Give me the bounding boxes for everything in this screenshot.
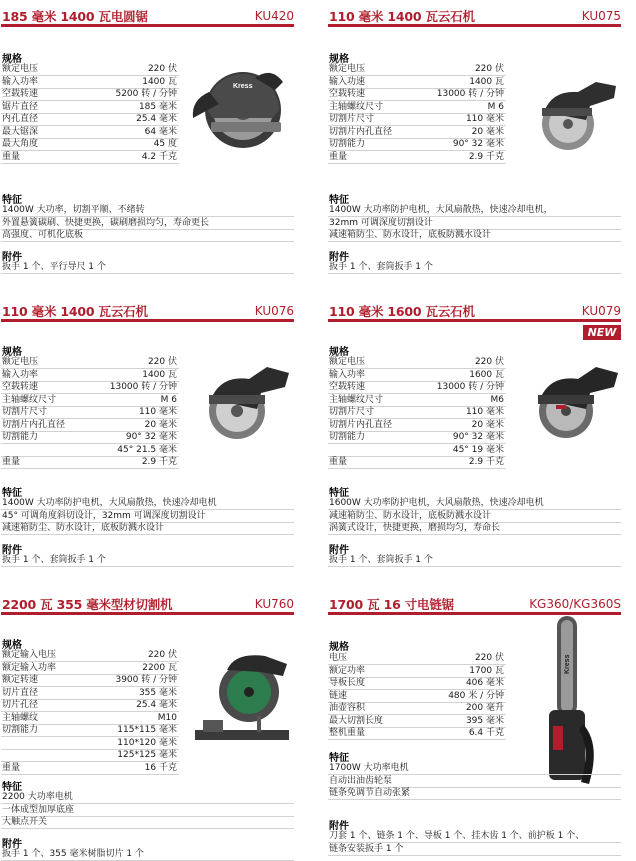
spec-value: 200 毫升 [465,703,504,713]
spec-row [328,369,506,382]
feature-text: 外置悬簧碳刷、快捷更换，碳刷磨损均匀，寿命更长 [2,217,210,228]
spec-row [328,715,506,728]
spec-label: 重量 [2,762,21,773]
feature-line [1,791,294,804]
product-card-ku420 [1,0,294,272]
spec-value: 110*120 毫米 [117,737,177,748]
accessory-text: 扳手 1 个、355 毫米树脂切片 1 个 [2,848,144,859]
specs-heading: 规格 [2,640,22,651]
spec-value: 220 伏 [147,650,177,660]
spec-value: M 6 [487,101,504,112]
features-heading: 特征 [329,488,349,499]
spec-row [1,749,179,762]
features-heading: 特征 [329,195,349,206]
spec-label: 额定电压 [329,357,366,367]
spec-label: 整机重量 [329,728,366,738]
spec-label: 链速 [329,690,348,701]
spec-label: 主轴螺纹 [2,712,39,723]
feature-text: 高强度、可机化底板 [2,230,84,240]
spec-label: 切割能力 [329,139,366,149]
spec-label: 切片直径 [2,687,39,698]
spec-row [1,687,179,700]
specs-heading: 规格 [329,642,349,653]
product-card-ku079 [328,295,621,570]
spec-row [1,138,179,151]
spec-label: 最大角度 [2,139,39,149]
spec-value: 13000 转 / 分钟 [436,89,504,99]
spec-value: 45° 21.5 毫米 [117,444,177,455]
feature-line [1,804,294,817]
spec-value: 6.4 千克 [468,728,504,738]
accessory-text: 扳手 1 个、套筒扳手 1 个 [2,554,106,565]
spec-row [328,101,506,114]
accessory-line [328,843,621,856]
spec-label: 输入功率 [2,76,39,87]
accessory-line [1,554,294,567]
spec-value: 110 毫米 [138,407,177,417]
spec-value: 185 毫米 [138,101,177,112]
features-heading: 特征 [2,782,22,793]
product-card-ku760 [1,588,294,859]
spec-row [1,369,179,382]
spec-label: 主轴螺纹尺寸 [329,394,384,405]
features-heading: 特征 [2,488,22,499]
product-card-ku076 [1,295,294,570]
spec-row [328,665,506,678]
specs-heading: 规格 [2,347,22,358]
feature-text: 1400W 大功率防护电机，大风扇散热，快速冷却电机 [2,498,217,508]
accessory-text: 扳手 1 个、套筒扳手 1 个 [329,261,433,272]
cut-off-saw-icon [191,650,294,750]
spec-label: 重量 [329,151,348,162]
spec-value: 110 毫米 [465,114,504,124]
spec-row [1,699,179,712]
spec-row [1,431,179,444]
spec-value: 64 毫米 [144,126,177,137]
model-code: KU420 [254,9,294,23]
spec-label: 额定输入电压 [2,650,57,660]
spec-value: 2.9 千克 [468,457,504,467]
accessory-text: 刀套 1 个、链条 1 个、导板 1 个、挂木齿 1 个、前护板 1 个、 [329,831,585,841]
feature-text: 减速箱防尘、防水设计，底板防溅水设计 [329,510,492,521]
model-code: KU076 [254,304,294,318]
feature-line [1,816,294,829]
accessories-heading: 附件 [329,544,349,556]
product-title: 110 毫米 1400 瓦云石机 [329,9,475,24]
spec-value: 220 伏 [147,64,177,74]
accessories-heading: 附件 [2,838,22,850]
spec-row [328,690,506,703]
product-card-ku075 [328,0,621,272]
model-code: KU075 [581,9,621,23]
spec-value: 2200 瓦 [142,662,177,673]
model-code: KU079 [581,304,621,318]
spec-row [328,356,506,369]
spec-value: 20 毫米 [471,126,504,137]
spec-row [1,662,179,675]
spec-value: 406 毫米 [465,678,504,688]
spec-label: 切割片内孔直径 [329,419,393,430]
feature-line [1,229,294,242]
model-code: KU760 [254,597,294,611]
spec-row [328,456,506,469]
spec-label: 重量 [2,151,21,162]
feature-line [328,762,621,775]
feature-line [328,229,621,242]
spec-row [328,727,506,740]
spec-label: 重量 [2,457,21,467]
feature-line [328,510,621,523]
model-code: KG360/KG360S [529,597,621,611]
spec-value: 5200 转 / 分钟 [115,89,177,99]
spec-label: 输入功速 [329,76,366,87]
feature-line [328,775,621,788]
spec-label: 锯片直径 [2,101,39,112]
feature-text: 一体成型加厚底座 [2,804,75,815]
spec-row [1,151,179,164]
accessory-line [328,830,621,843]
spec-label: 切割能力 [2,725,39,735]
spec-row [328,677,506,690]
spec-label: 内孔直径 [2,114,39,124]
accessory-line [1,848,294,861]
spec-value: 220 伏 [147,357,177,367]
card-header [328,0,621,27]
spec-row [1,712,179,725]
spec-row [328,88,506,101]
spec-label: 切割片尺寸 [2,407,48,417]
spec-label: 切割能力 [2,432,39,442]
spec-row [328,431,506,444]
spec-label: 空载转速 [2,382,39,392]
feature-text: 链条免调节自动张紧 [329,788,411,798]
spec-value: 25.4 毫米 [136,114,177,124]
spec-row [1,674,179,687]
brand-logo: Kress [564,654,571,674]
spec-row [328,113,506,126]
spec-label: 切割片尺寸 [329,114,375,124]
product-title: 110 毫米 1600 瓦云石机 [329,304,475,319]
accessory-line [1,261,294,274]
feature-line [1,522,294,535]
spec-label: 主轴螺纹尺寸 [329,101,384,112]
card-header [328,588,621,615]
spec-value: 16 千克 [144,762,177,773]
spec-label: 最大锯深 [2,126,39,137]
features-heading: 特征 [329,753,349,764]
spec-row [328,151,506,164]
spec-value: 125*125 毫米 [117,750,177,760]
spec-row [1,737,179,750]
features-heading: 特征 [2,195,22,206]
spec-value: 1700 瓦 [469,665,504,676]
feature-text: 涡簧式设计，快捷更换，磨损均匀，寿命长 [329,523,501,533]
spec-row [1,113,179,126]
spec-row [328,394,506,407]
spec-value: 13000 转 / 分钟 [436,382,504,392]
feature-text: 1700W 大功率电机 [329,763,409,773]
feature-text: 1400W 大功率防护电机，大风扇散热，快速冷却电机， [329,205,553,215]
spec-row [328,444,506,457]
spec-row [328,702,506,715]
spec-row [328,381,506,394]
spec-value: 20 毫米 [471,419,504,430]
spec-row [1,649,179,662]
spec-label: 额定功率 [329,665,366,676]
accessory-line [328,554,621,567]
spec-label: 导板长度 [329,678,366,688]
specs-heading: 规格 [2,54,22,65]
spec-value: M 6 [160,394,177,405]
accessory-text: 扳手 1 个、平行导尺 1 个 [2,261,106,272]
spec-value: 110 毫米 [465,407,504,417]
spec-label: 额定电压 [2,64,39,74]
new-badge: NEW [583,325,621,340]
spec-value: 115*115 毫米 [117,725,177,735]
feature-line [328,787,621,800]
spec-label: 输入功率 [329,369,366,380]
feature-text: 自动出油齿轮泵 [329,775,393,786]
spec-value: 220 伏 [474,653,504,663]
spec-row [328,652,506,665]
spec-row [1,381,179,394]
spec-value: 220 伏 [474,357,504,367]
spec-label: 空载转速 [329,382,366,392]
spec-row [1,724,179,737]
feature-text: 45° 可调角度斜切设计，32mm 可调深度切割设计 [2,510,206,521]
spec-label: 空载转速 [2,89,39,99]
accessories-heading: 附件 [2,251,22,263]
spec-value: 2.9 千克 [141,457,177,467]
feature-text: 32mm 可调深度切割设计 [329,217,433,228]
spec-label: 切割片内孔直径 [329,126,393,137]
spec-value: 395 毫米 [465,715,504,726]
spec-row [1,126,179,139]
spec-row [328,138,506,151]
spec-label: 额定转速 [2,675,39,685]
feature-line [328,497,621,510]
spec-row [1,406,179,419]
spec-row [1,88,179,101]
spec-value: 1600 瓦 [469,369,504,380]
accessories-heading: 附件 [329,251,349,263]
spec-row [328,126,506,139]
spec-value: 355 毫米 [138,687,177,698]
spec-row [1,63,179,76]
spec-value: 90° 32 毫米 [452,139,504,149]
specs-heading: 规格 [329,347,349,358]
spec-row [328,63,506,76]
feature-line [1,497,294,510]
product-card-kg360 [328,588,621,854]
brand-logo: Kress [233,83,253,90]
spec-value: 2.9 千克 [468,151,504,162]
spec-row [328,76,506,89]
spec-value: 220 伏 [474,64,504,74]
spec-row [328,419,506,432]
spec-label: 油壶容积 [329,703,366,713]
card-header [1,588,294,615]
spec-label: 额定输入功率 [2,662,57,673]
card-header [1,295,294,322]
specs-heading: 规格 [329,54,349,65]
card-header [328,295,621,322]
accessories-heading: 附件 [2,544,22,556]
accessory-line [328,261,621,274]
spec-row [328,406,506,419]
feature-text: 1400W 大功率，切割平顺、不绪转 [2,205,145,215]
spec-label: 额定电压 [329,64,366,74]
spec-row [1,444,179,457]
product-title: 185 毫米 1400 瓦电圆锯 [2,9,148,24]
spec-value: 90° 32 毫米 [452,432,504,442]
spec-row [1,76,179,89]
spec-value: 13000 转 / 分钟 [109,382,177,392]
accessories-heading: 附件 [329,821,349,832]
marble-cutter-icon [528,353,621,447]
card-header [1,0,294,27]
spec-value: 1400 瓦 [469,76,504,87]
marble-cutter-icon [526,62,621,157]
spec-label: 重量 [329,457,348,467]
spec-label: 最大切割长度 [329,715,384,726]
spec-label: 主轴螺纹尺寸 [2,394,57,405]
spec-value: 45° 19 毫米 [452,444,504,455]
spec-label: 输入功率 [2,369,39,380]
spec-value: 90° 32 毫米 [125,432,177,442]
spec-value: 20 毫米 [144,419,177,430]
feature-line [328,217,621,230]
accessory-text: 链条安装扳手 1 个 [329,843,404,854]
spec-value: 4.2 千克 [141,151,177,162]
product-title: 110 毫米 1400 瓦云石机 [2,304,148,319]
spec-value: 480 米 / 分钟 [448,690,504,701]
product-title: 1700 瓦 16 寸电链锯 [329,597,454,612]
spec-row [1,762,179,775]
marble-cutter-icon [201,355,293,447]
accessory-text: 扳手 1 个、套筒扳手 1 个 [329,554,433,565]
feature-line [328,522,621,535]
spec-row [1,394,179,407]
spec-label: 切割片尺寸 [329,407,375,417]
spec-value: 3900 转 / 分钟 [115,675,177,685]
spec-label: 额定电压 [2,357,39,367]
spec-label: 切割能力 [329,432,366,442]
circular-saw-icon [185,60,293,152]
spec-label: 切割片内孔直径 [2,419,66,430]
feature-line [1,217,294,230]
spec-row [1,456,179,469]
spec-value: 1400 瓦 [142,76,177,87]
spec-row [1,356,179,369]
product-title: 2200 瓦 355 毫米型材切割机 [2,597,173,612]
feature-text: 减速箱防尘、防水设计，底板防溅水设计 [329,230,492,240]
feature-text: 减速箱防尘、防水设计，底板防溅水设计 [2,523,165,533]
spec-label: 电压 [329,653,348,663]
spec-value: M10 [157,712,177,723]
feature-line [1,204,294,217]
feature-text: 1600W 大功率防护电机，大风扇散热，快速冷却电机 [329,498,544,508]
spec-value: 1400 瓦 [142,369,177,380]
feature-text: 2200 大功率电机 [2,792,73,802]
spec-value: M6 [490,394,504,405]
spec-label: 空载转速 [329,89,366,99]
feature-line [328,204,621,217]
spec-row [1,101,179,114]
feature-line [1,510,294,523]
spec-row [1,419,179,432]
spec-value: 45 度 [153,139,177,149]
feature-text: 大触点开关 [2,817,48,827]
spec-value: 25.4 毫米 [136,700,177,710]
spec-label: 切片孔径 [2,700,39,710]
